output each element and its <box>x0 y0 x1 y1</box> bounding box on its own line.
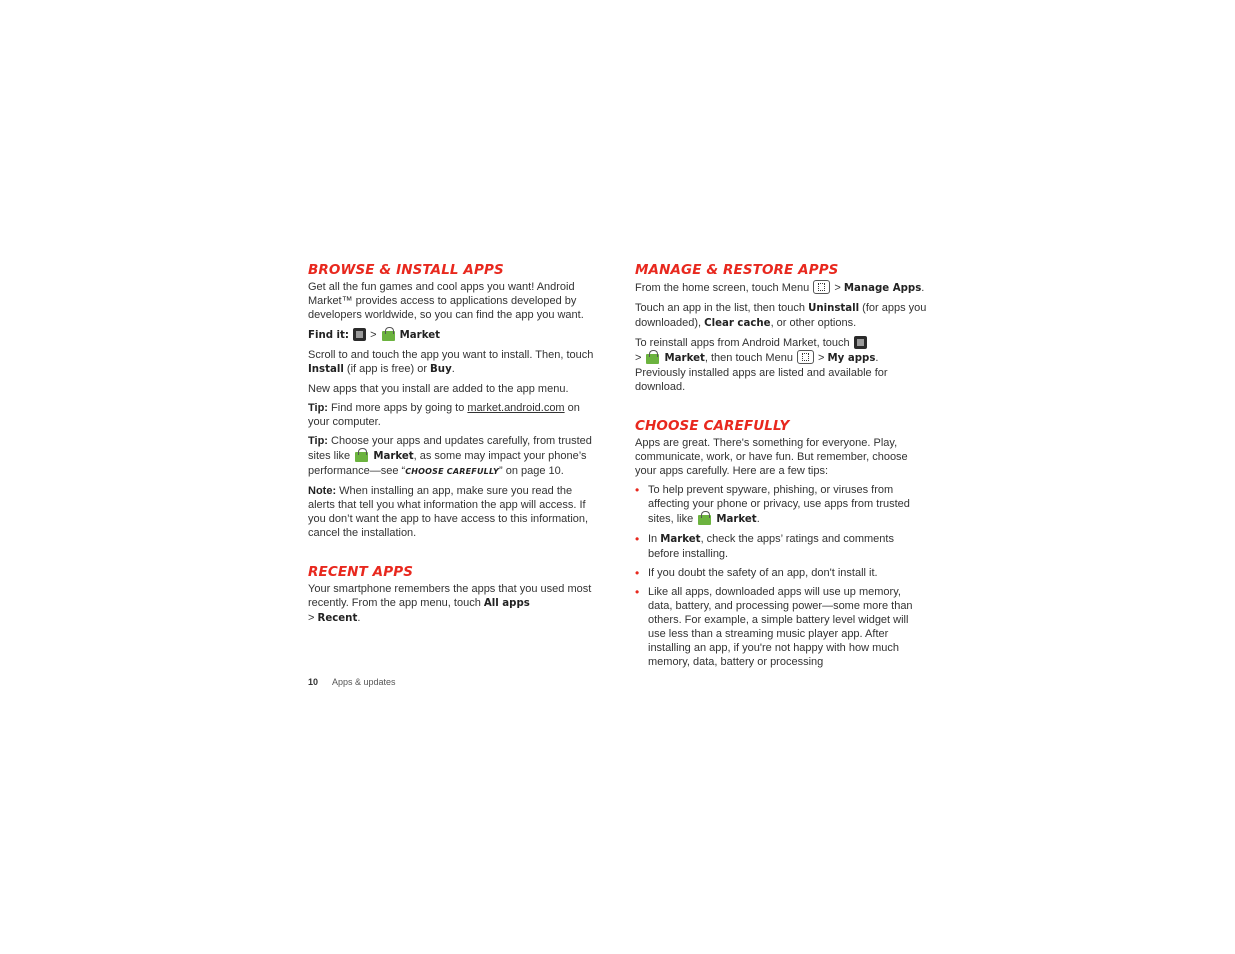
manage-p3-text-a: To reinstall apps from Android Market, touch <box>635 337 853 349</box>
buy-term: Buy <box>430 364 452 375</box>
all-apps-term: All apps <box>483 598 530 609</box>
list-item: • Like all apps, downloaded apps will use up memory, data, battery, and processing power—some more than others. For example, a simple battery level widget will use less than a streaming music player app. After installing an app, if you're not happy with how much memory, data, battery or processing <box>635 585 927 669</box>
recent-text-a: Your smartphone remembers the apps that you used most recently. From the app menu, touch <box>308 583 592 609</box>
apps-icon <box>353 328 366 341</box>
manage-p3-separator-2: > <box>815 352 828 364</box>
find-it-separator: > <box>370 329 377 341</box>
page-number: 10 <box>308 677 319 687</box>
find-it-line <box>308 327 600 343</box>
tip-text-a: In <box>648 533 661 545</box>
install-note <box>308 484 600 540</box>
find-it-market: Market <box>399 330 440 341</box>
recent-heading: RECENT APPS <box>308 564 414 580</box>
scroll-text-c: . <box>451 363 455 375</box>
list-item <box>635 483 927 527</box>
manage-p2-text-a: Touch an app in the list, then touch <box>635 302 809 314</box>
market-term: Market <box>716 514 757 525</box>
tip-text-a: To help prevent spyware, phishing, or viruses from affecting your phone or privacy, use apps from trusted sites, like <box>648 484 910 525</box>
note-text: When installing an app, make sure you read the alerts that tell you what information the app will access. If you don’t want the app to have access to this information, cancel the installation. <box>308 485 589 539</box>
apps-icon <box>854 336 867 349</box>
market-icon <box>645 350 660 364</box>
page-footer <box>308 677 396 687</box>
market-icon <box>354 448 369 462</box>
browse-intro: Get all the fun games and cool apps you want! Android Market™ provides access to applications developed by developers worldwide, so you can find the app you want. <box>308 281 584 321</box>
market-term: Market <box>664 353 705 364</box>
manage-p3-separator: > <box>635 352 645 364</box>
right-column <box>635 262 927 674</box>
recent-separator: > <box>308 612 318 624</box>
tip-label: Tip: <box>308 435 328 447</box>
install-term: Install <box>308 364 344 375</box>
market-term: Market <box>660 534 701 545</box>
market-term: Market <box>373 451 414 462</box>
manage-p3 <box>635 336 927 394</box>
choose-carefully-reference: CHOOSE CAREFULLY <box>405 467 499 476</box>
manage-p1-end: . <box>921 282 925 294</box>
market-site-link[interactable]: market.android.com <box>467 402 565 414</box>
find-it-label: Find it: <box>308 330 349 341</box>
manage-p1-separator: > <box>831 282 844 294</box>
manage-p3-text-c: . Previously installed apps are listed and available for download. <box>635 352 888 393</box>
list-item <box>635 532 927 561</box>
tip2-text-b: , as some may impact your phone’s performance—see “ <box>308 450 587 477</box>
choose-tips-list <box>635 483 927 669</box>
tip-end: . <box>756 513 760 525</box>
manage-p2 <box>635 301 927 331</box>
scroll-text-b: (if app is free) or <box>343 363 431 375</box>
market-icon <box>697 511 712 525</box>
tip2-text-c: ” on page 10. <box>499 465 564 477</box>
tip-choose-apps <box>308 434 600 479</box>
scroll-instruction <box>308 348 600 377</box>
menu-key-icon <box>813 280 830 294</box>
new-apps-text: New apps that you install are added to the app menu. <box>308 383 569 395</box>
tip2-text-a: Choose your apps and updates carefully, from trusted sites like <box>308 435 592 462</box>
market-icon <box>381 327 396 341</box>
recent-text <box>308 582 600 626</box>
note-label: Note: <box>308 485 337 497</box>
choose-heading: CHOOSE CAREFULLY <box>635 418 790 434</box>
browse-heading: BROWSE & INSTALL APPS <box>308 262 504 278</box>
clear-cache-term: Clear cache <box>704 318 771 329</box>
recent-end: . <box>357 612 361 624</box>
choose-intro: Apps are great. There's something for everyone. Play, communicate, work, or have fun. But remember, choose your apps carefully. Here are a few tips: <box>635 437 908 477</box>
tip-label: Tip: <box>308 402 328 414</box>
manage-heading: MANAGE & RESTORE APPS <box>635 262 839 278</box>
list-item: • If you doubt the safety of an app, don't install it. <box>635 566 927 580</box>
manage-p2-text-b: (for apps you downloaded), <box>635 302 927 329</box>
recent-term: Recent <box>317 613 358 624</box>
tip-market-site <box>308 401 600 429</box>
manage-p1 <box>635 280 927 296</box>
tip-text-b: , check the apps’ ratings and comments before installing. <box>648 533 894 560</box>
scroll-text-a: Scroll to and touch the app you want to install. Then, touch <box>308 349 594 361</box>
manage-p1-text: From the home screen, touch Menu <box>635 282 813 294</box>
section-name: Apps & updates <box>332 677 396 687</box>
uninstall-term: Uninstall <box>808 303 860 314</box>
my-apps-term: My apps <box>827 353 876 364</box>
tip1-text-b: on your computer. <box>308 402 580 428</box>
tip1-text-a: Find more apps by going to <box>327 402 468 414</box>
manage-p2-text-c: , or other options. <box>770 317 857 329</box>
manage-p3-text-b: , then touch Menu <box>704 352 796 364</box>
manage-apps-term: Manage Apps <box>843 283 922 294</box>
left-column <box>308 262 600 631</box>
menu-key-icon <box>797 350 814 364</box>
